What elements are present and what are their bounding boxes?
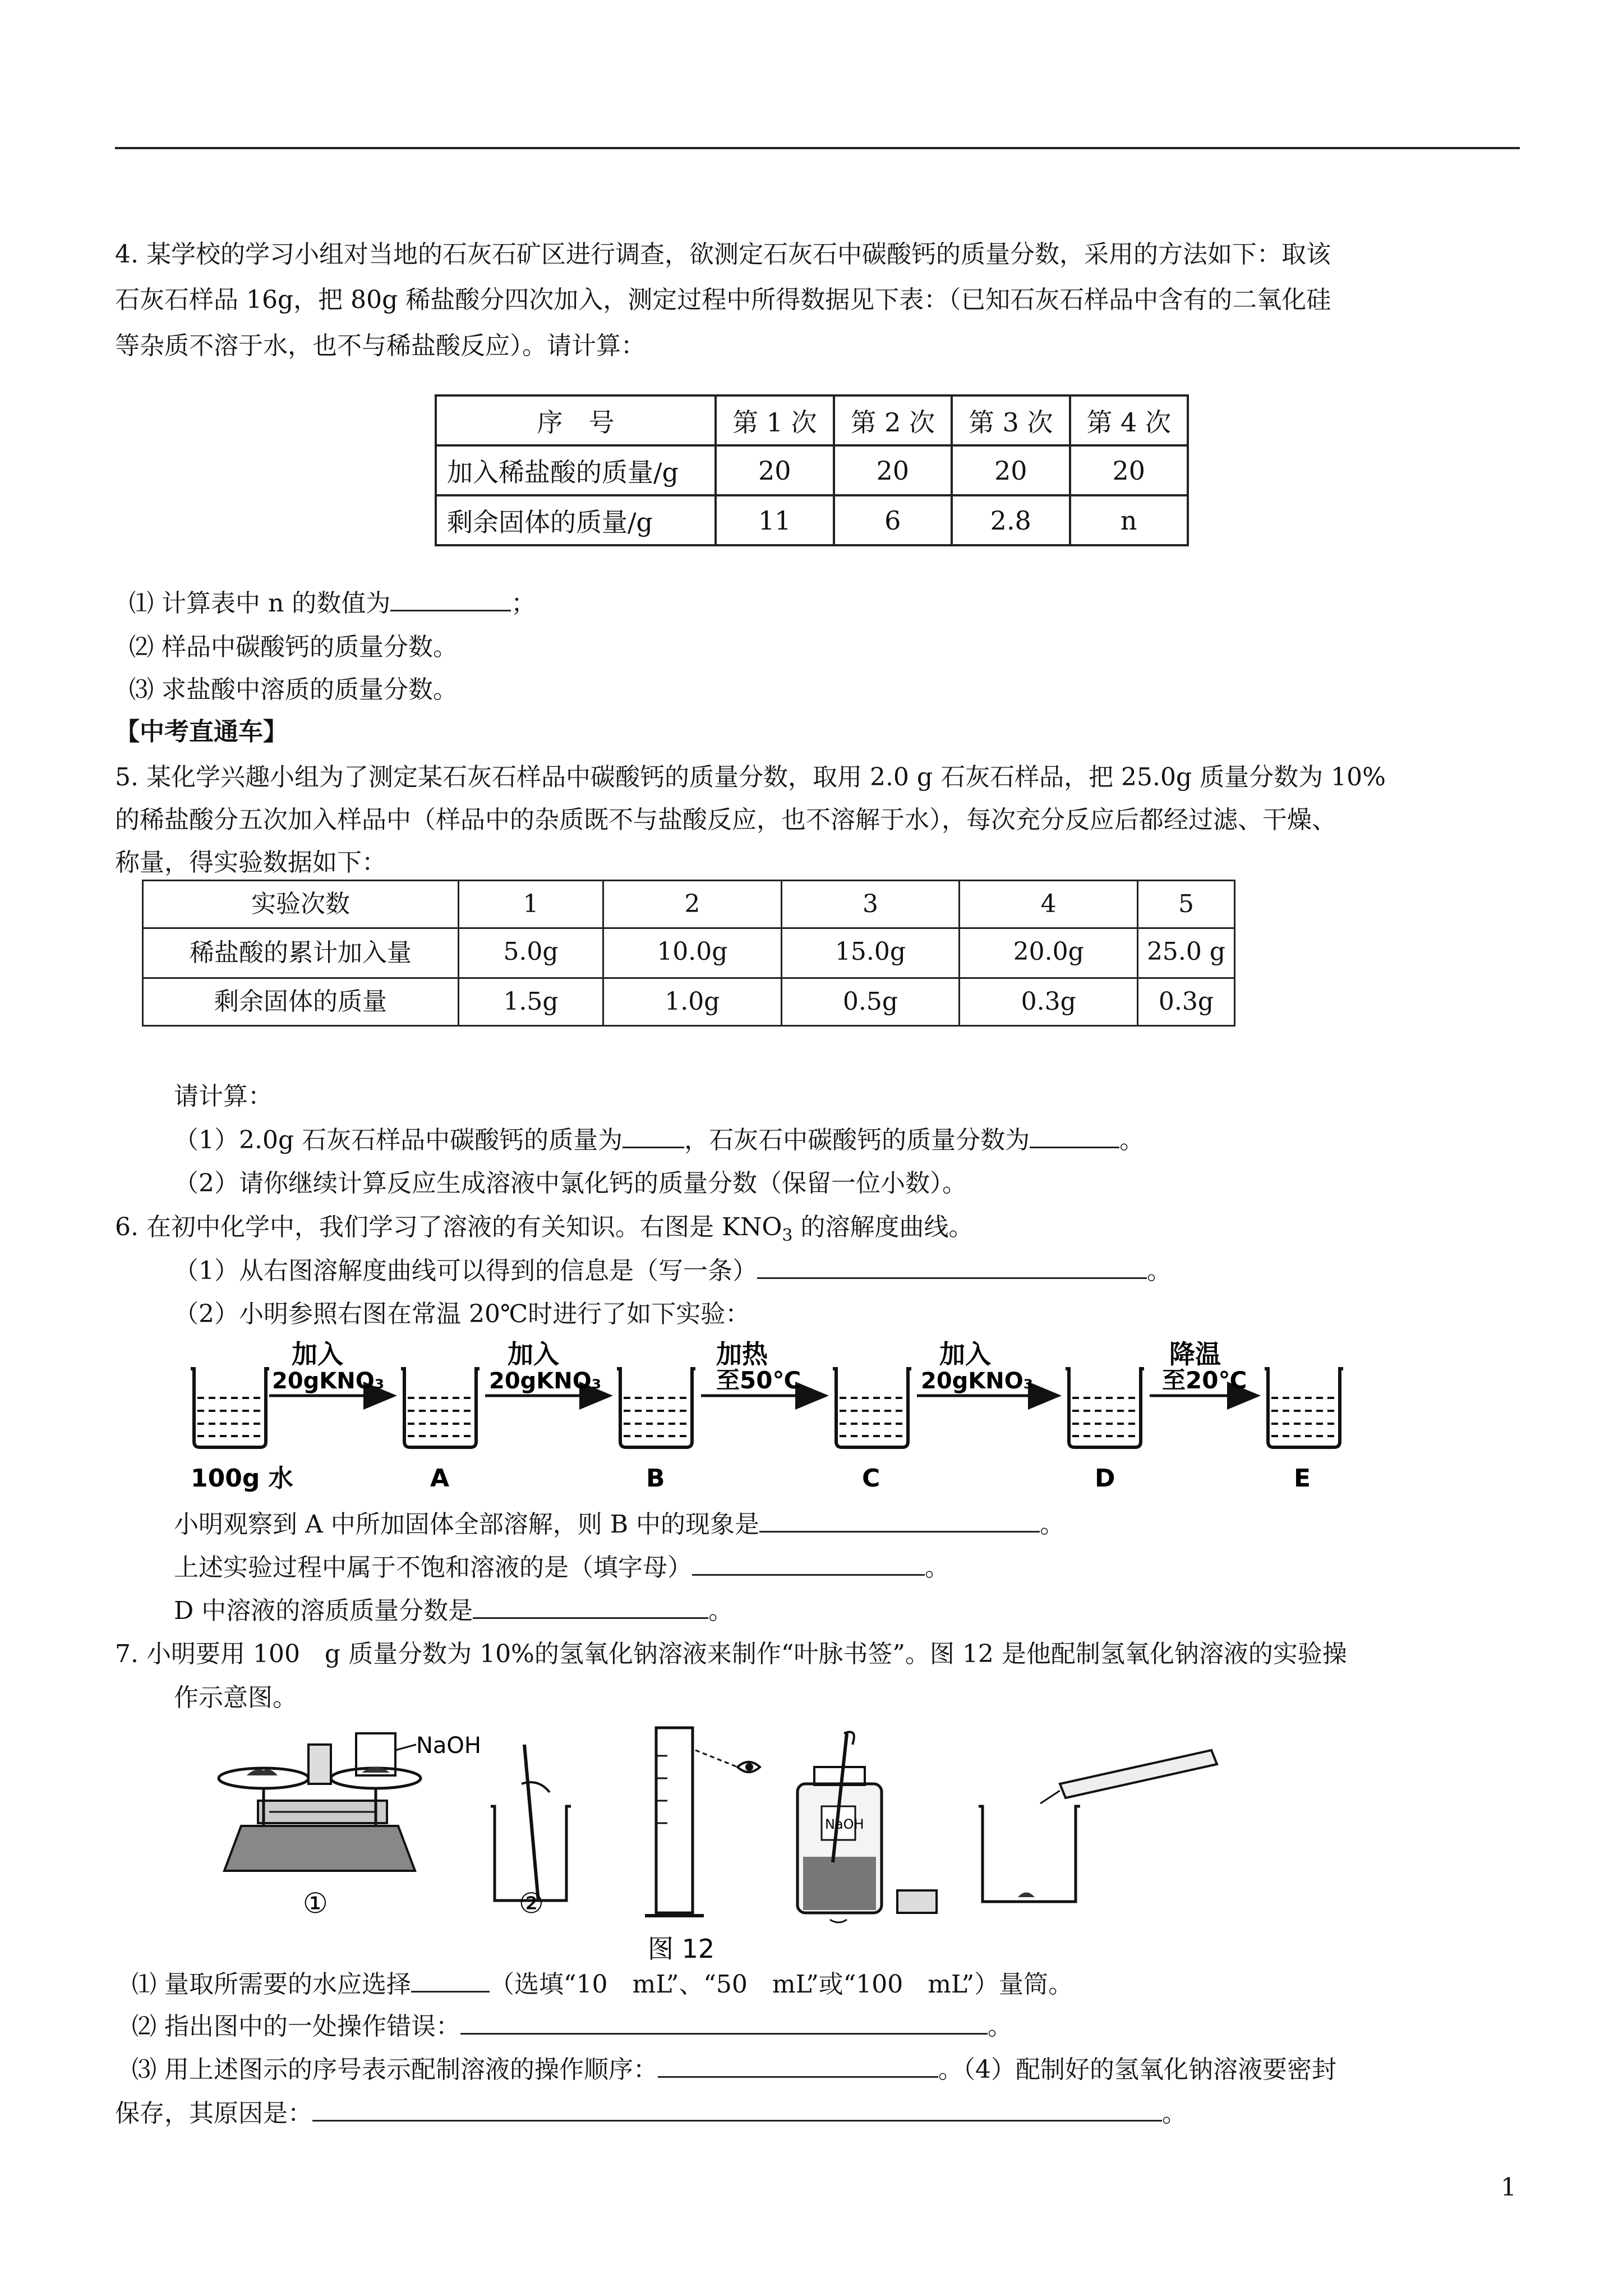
q5-sub-2: （2）请你继续计算反应生成溶液中氯化钙的质量分数（保留一位小数）。 bbox=[174, 1169, 967, 1198]
table-cell: 2.8 bbox=[952, 495, 1070, 545]
beaker-e-label: E bbox=[1294, 1464, 1311, 1492]
arrow-4-top: 加入 bbox=[939, 1339, 991, 1369]
q6-obs-3: D 中溶液的溶质质量分数是 。 bbox=[174, 1594, 733, 1628]
table-cell: 20.0g bbox=[960, 928, 1138, 978]
circle-1-label: ① bbox=[303, 1887, 328, 1920]
arrow-2-top: 加入 bbox=[508, 1339, 559, 1369]
q5-line-1: 5. 某化学兴趣小组为了测定某石灰石样品中碳酸钙的质量分数，取用 2.0 g 石灰石样品，把 25.0g 质量分数为 10% bbox=[115, 763, 1386, 792]
balance-icon bbox=[219, 1733, 421, 1871]
table-cell: 5.0g bbox=[459, 928, 603, 978]
beaker-b-label: B bbox=[646, 1464, 665, 1492]
q4-sub-3: ⑶ 求盐酸中溶质的质量分数。 bbox=[129, 675, 458, 704]
q7-sub-3: ⑶ 用上述图示的序号表示配制溶液的操作顺序： 。（4）配制好的氢氧化钠溶液要密封 bbox=[132, 2053, 1336, 2087]
table-cell: 10.0g bbox=[603, 928, 782, 978]
table-cell: 15.0g bbox=[781, 928, 960, 978]
beaker-c-label: C bbox=[862, 1464, 880, 1492]
table-cell: 4 bbox=[960, 881, 1138, 928]
q5-sub-1: （1）2.0g 石灰石样品中碳酸钙的质量为 ，石灰石中碳酸钙的质量分数为 。 bbox=[174, 1124, 1144, 1157]
table-cell: 20 bbox=[716, 445, 834, 495]
table-cell: 剩余固体的质量/g bbox=[436, 495, 716, 545]
table-cell: 3 bbox=[781, 881, 960, 928]
table-cell: 11 bbox=[716, 495, 834, 545]
pouring-beaker-icon bbox=[979, 1750, 1217, 1902]
table-cell: 序 号 bbox=[436, 395, 716, 445]
q6-sub-2: （2）小明参照右图在常温 20℃时进行了如下实验： bbox=[174, 1300, 750, 1328]
start-label: 100g 水 bbox=[191, 1464, 293, 1492]
arrow-3 bbox=[701, 1339, 823, 1396]
kno3-experiment-diagram bbox=[179, 1324, 1346, 1492]
bottle-label: NaOH bbox=[825, 1816, 864, 1832]
table-cell: 实验次数 bbox=[143, 881, 459, 928]
table-cell: 25.0 g bbox=[1138, 928, 1235, 978]
answer-blank[interactable] bbox=[390, 587, 511, 611]
table-row bbox=[436, 445, 1188, 495]
figure-caption: 图 12 bbox=[648, 1934, 715, 1964]
answer-blank[interactable] bbox=[759, 1508, 1040, 1533]
table-cell: 第 3 次 bbox=[952, 395, 1070, 445]
answer-blank[interactable] bbox=[658, 2054, 938, 2078]
q6-obs-1: 小明观察到 A 中所加固体全部溶解，则 B 中的现象是 。 bbox=[174, 1508, 1064, 1542]
q5-data-table bbox=[142, 880, 1235, 1027]
header-rule bbox=[115, 147, 1520, 149]
table-header-row bbox=[436, 395, 1188, 445]
table-cell: 剩余固体的质量 bbox=[143, 978, 459, 1026]
q7-sub-2: ⑵ 指出图中的一处操作错误： 。 bbox=[132, 2010, 1012, 2044]
naoh-reagent-bottle-icon bbox=[797, 1732, 937, 1923]
beaker-e bbox=[1265, 1369, 1343, 1447]
arrow-3-top: 加热 bbox=[716, 1339, 768, 1369]
table-cell: 第 4 次 bbox=[1070, 395, 1188, 445]
beaker-a-label: A bbox=[430, 1464, 450, 1492]
table-cell: 20 bbox=[834, 445, 952, 495]
answer-blank[interactable] bbox=[312, 2097, 1162, 2122]
answer-blank[interactable] bbox=[692, 1552, 925, 1576]
arrow-1 bbox=[269, 1339, 391, 1396]
table-cell: 稀盐酸的累计加入量 bbox=[143, 928, 459, 978]
table-cell: 0.5g bbox=[781, 978, 960, 1026]
table-cell: 1.0g bbox=[603, 978, 782, 1026]
table-cell: 第 2 次 bbox=[834, 395, 952, 445]
beaker-d-label: D bbox=[1095, 1464, 1115, 1492]
answer-blank[interactable] bbox=[623, 1124, 684, 1148]
figure-12-apparatus bbox=[208, 1722, 1234, 1986]
table-cell: 1.5g bbox=[459, 978, 603, 1026]
arrow-4-bottom: 20gKNO₃ bbox=[921, 1368, 1034, 1394]
q4-line-3: 等杂质不溶于水，也不与稀盐酸反应）。请计算： bbox=[115, 332, 645, 360]
q4-line-1: 4. 某学校的学习小组对当地的石灰石矿区进行调查，欲测定石灰石中碳酸钙的质量分数，采用的方法如下：取该 bbox=[115, 240, 1331, 269]
table-cell: 6 bbox=[834, 495, 952, 545]
table-cell: 20 bbox=[1070, 445, 1188, 495]
q4-sub-2: ⑵ 样品中碳酸钙的质量分数。 bbox=[129, 633, 458, 661]
section-title: 【中考直通车】 bbox=[115, 717, 288, 746]
q4-line-2: 石灰石样品 16g，把 80g 稀盐酸分四次加入，测定过程中所得数据见下表：（已知石灰石样品中含有的二氧化硅 bbox=[115, 286, 1331, 314]
arrow-1-bottom: 20gKNO₃ bbox=[272, 1368, 385, 1394]
arrow-5-top: 降温 bbox=[1169, 1339, 1221, 1369]
beaker-d bbox=[1066, 1369, 1144, 1447]
beaker-start bbox=[191, 1369, 269, 1447]
table-cell: 加入稀盐酸的质量/g bbox=[436, 445, 716, 495]
beaker-a bbox=[401, 1369, 479, 1447]
q4-data-table bbox=[435, 394, 1189, 546]
table-cell: 0.3g bbox=[960, 978, 1138, 1026]
q5-line-3: 称量，得实验数据如下： bbox=[115, 848, 386, 877]
table-cell: 2 bbox=[603, 881, 782, 928]
arrow-5-bottom: 至20℃ bbox=[1162, 1366, 1247, 1394]
arrow-4 bbox=[917, 1339, 1056, 1396]
graduated-cylinder-icon bbox=[645, 1728, 737, 1916]
eye-icon bbox=[737, 1762, 760, 1772]
answer-blank[interactable] bbox=[1030, 1124, 1119, 1148]
q6-sub-1: （1）从右图溶解度曲线可以得到的信息是（写一条） 。 bbox=[174, 1254, 1172, 1288]
arrow-5 bbox=[1150, 1339, 1255, 1396]
beaker-b bbox=[617, 1369, 695, 1447]
q5-ask: 请计算： bbox=[174, 1082, 273, 1111]
table-cell: 第 1 次 bbox=[716, 395, 834, 445]
beaker-with-rod-icon bbox=[491, 1745, 571, 1902]
table-cell: 5 bbox=[1138, 881, 1235, 928]
table-row bbox=[436, 495, 1188, 545]
table-cell: 20 bbox=[952, 445, 1070, 495]
naoh-label: NaOH bbox=[416, 1733, 481, 1759]
table-row bbox=[143, 928, 1235, 978]
q6-obs-2: 上述实验过程中属于不饱和溶液的是（填字母） 。 bbox=[174, 1551, 949, 1585]
q4-sub-1: ⑴ 计算表中 n 的数值为 ； bbox=[129, 587, 536, 620]
answer-blank[interactable] bbox=[473, 1595, 708, 1619]
circle-2-label: ② bbox=[519, 1887, 544, 1920]
arrow-1-top: 加入 bbox=[292, 1339, 343, 1369]
arrow-3-bottom: 至50℃ bbox=[716, 1366, 801, 1394]
table-cell: 1 bbox=[459, 881, 603, 928]
table-row bbox=[143, 978, 1235, 1026]
q7-sub-1: ⑴ 量取所需要的水应选择 （选填“10 mL”、“50 mL”或“100 mL”）量筒。 bbox=[132, 1968, 1073, 2001]
q7-sub-4: 保存，其原因是： 。 bbox=[115, 2097, 1187, 2131]
answer-blank[interactable] bbox=[757, 1255, 1147, 1279]
answer-blank[interactable] bbox=[411, 1968, 490, 1993]
table-cell: n bbox=[1070, 495, 1188, 545]
arrow-2 bbox=[485, 1339, 607, 1396]
arrow-2-bottom: 20gKNO₃ bbox=[489, 1368, 602, 1394]
page-number: 1 bbox=[1501, 2173, 1516, 2202]
q7-line-2: 作示意图。 bbox=[174, 1683, 297, 1712]
table-cell: 0.3g bbox=[1138, 978, 1235, 1026]
q6-line-1: 6. 在初中化学中，我们学习了溶液的有关知识。右图是 $KNO_3$ 的溶解度曲线。 bbox=[115, 1213, 974, 1245]
table-header-row bbox=[143, 881, 1235, 928]
q5-line-2: 的稀盐酸分五次加入样品中（样品中的杂质既不与盐酸反应，也不溶解于水），每次充分反应后都经过滤、干燥、 bbox=[115, 806, 1336, 834]
beaker-c bbox=[833, 1369, 911, 1447]
answer-blank[interactable] bbox=[460, 2010, 988, 2035]
q7-line-1: 7. 小明要用 100 g 质量分数为 10%的氢氧化钠溶液来制作“叶脉书签”。图 12 是他配制氢氧化钠溶液的实验操 bbox=[115, 1640, 1347, 1668]
